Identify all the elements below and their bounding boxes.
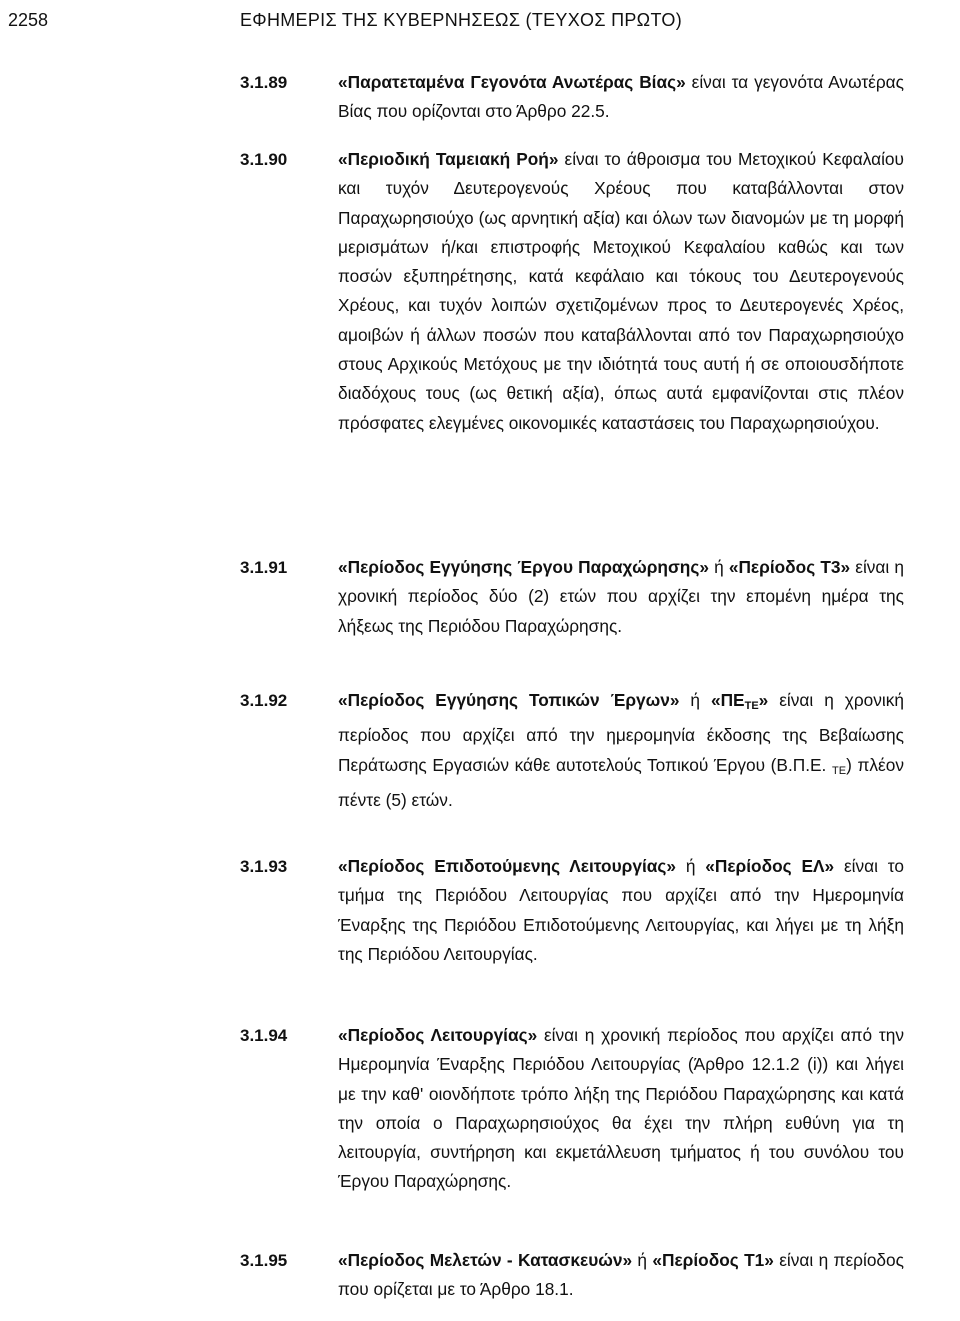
defined-term: «Παρατεταμένα Γεγονότα Ανωτέρας Βίας» [338,72,686,92]
defined-term-alt: «Περίοδος Τ1» [652,1250,774,1270]
definition-body: είναι το άθροισμα του Μετοχικού Κεφαλαίου και τυχόν Δευτερογενούς Χρέους που καταβάλλονται στον Παραχωρησιούχο (ως αρνητική αξία) και όλων των διανομών με τη μορφή μερισμάτων ή/και επιστροφής Μετοχικού Κεφαλαίου καθώς και των ποσών εξυπηρέτησης, κατά κεφάλαιο και τόκους του Δευτερογενούς Χρέους, και τυχόν λοιπών σχετιζομένων προς το Δευτερογενές Χρέος, αμοιβών ή άλλων ποσών που καταβάλλονται από τον Παραχωρησιούχο στους Αρχικούς Μετόχους με την ιδιότητά τους αυτή ή σε οποιουσδήποτε διαδόχους τους (ως θετική αξία), όπως αυτά εμφανίζονται στις πλέον πρόσφατες ελεγμένες οικονομικές καταστάσεις του Παραχωρησιούχου. [338,149,904,433]
defined-term: «Περίοδος Εγγύησης Έργου Παραχώρησης» [338,557,709,577]
definition-text [338,145,904,438]
clause-number: 3.1.91 [240,558,288,577]
definition-text [338,686,904,815]
definition-body-end: ) πλέον πέντε (5) ετών. [338,754,904,810]
clause-number: 3.1.92 [240,691,288,710]
definition-body: είναι το τμήμα της Περιόδου Λειτουργίας που αρχίζει από την Ημερομηνία Έναρξης της Περιόδου Επιδοτούμενης Λειτουργίας, και λήγει με τη λήξη της Περιόδου Λειτουργίας. [338,856,904,964]
definition-body: είναι η χρονική περίοδος που αρχίζει από την Ημερομηνία Έναρξης Περιόδου Λειτουργίας (Άρθρο 12.1.2 (i)) και λήγει με την καθ' οιονδήποτε τρόπο λήξη της Περιόδου Παραχώρησης και κατά την οποία ο Παραχωρησιούχος θα έχει την πλήρη ευθύνη για τη λειτουργία, συντήρηση και εκμετάλλευση τμήματος ή του συνόλου του Έργου Παραχώρησης. [338,1025,904,1192]
defined-term: «Περίοδος Επιδοτούμενης Λειτουργίας» [338,856,676,876]
definition-text [338,1021,904,1197]
connector-text: ή [708,557,729,577]
connector-text: ή [675,856,706,876]
clause-number: 3.1.89 [240,73,288,92]
definition-text [338,1246,904,1305]
defined-term: «Περίοδος Λειτουργίας» [338,1025,538,1045]
definition-text [338,553,904,641]
defined-term-alt: «$\Pi E_{TE}$» [710,690,769,712]
clause-number: 3.1.94 [240,1026,288,1045]
definition-text [338,852,904,969]
defined-term-alt: «Περίοδος Τ3» [728,557,851,577]
page-number: 2258 [8,10,49,30]
connector-text: ή [679,690,711,710]
defined-term: «Περίοδος Εγγύησης Τοπικών Έργων» [338,690,680,710]
defined-term: «Περίοδος Μελετών - Κατασκευών» [338,1250,633,1270]
definition-body: είναι η χρονική περίοδος που αρχίζει από την ημερομηνία έκδοσης της Βεβαίωσης Περάτωσης Εργασιών κάθε αυτοτελούς Τοπικού Έργου (Β.Π.Ε. [338,690,904,775]
defined-term: «Περιοδική Ταμειακή Ροή» [338,149,559,169]
clause-number: 3.1.95 [240,1251,288,1270]
page-header [0,6,960,34]
subscript: ΤΕ [832,764,847,777]
definition-body: είναι τα γεγονότα Ανωτέρας Βίας που ορίζονται στο Άρθρο 22.5. [338,72,905,122]
clause-number: 3.1.90 [240,150,288,169]
defined-term-alt: «Περίοδος ΕΛ» [705,856,835,876]
connector-text: ή [632,1250,653,1270]
clause-number: 3.1.93 [240,857,288,876]
definition-body: είναι η χρονική περίοδος δύο (2) ετών που αρχίζει την επομένη ημέρα της λήξεως της Περιόδου Παραχώρησης. [338,557,905,636]
gazette-title: ΕΦΗΜΕΡΙΣ ΤΗΣ ΚΥΒΕΡΝΗΣΕΩΣ (ΤΕΥΧΟΣ ΠΡΩΤΟ) [240,10,683,30]
definition-body: είναι η περίοδος που ορίζεται με το Άρθρο 18.1. [338,1250,904,1300]
definition-text [338,68,904,127]
subscript: ΤΕ [744,700,759,712]
